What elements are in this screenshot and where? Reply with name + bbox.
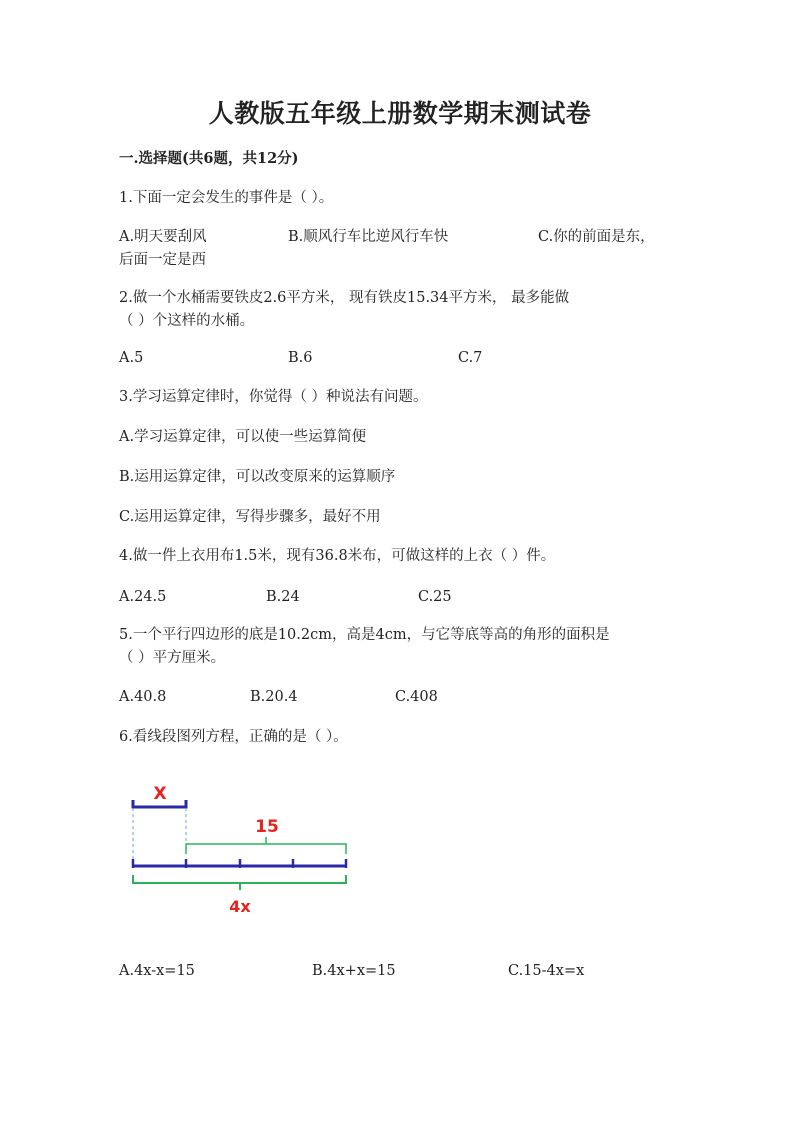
question-6-text: 6.看线段图列方程，正确的是（ ）。: [119, 729, 348, 745]
line-segment-diagram: [120, 780, 360, 930]
question-1-option-b: B.顺风行车比逆风行车快: [288, 229, 449, 245]
question-5-option-a: A.40.8: [119, 689, 167, 705]
section-heading: 一.选择题(共6题，共12分): [119, 150, 299, 167]
x-label: X: [153, 784, 167, 804]
brace-15: [186, 837, 346, 854]
question-3-option-b: B.运用运算定律，可以改变原来的运算顺序: [119, 469, 396, 485]
question-2-option-a: A.5: [119, 350, 144, 366]
question-6-option-a: A.4x-x=15: [119, 963, 195, 979]
question-2-text-line-1: 2.做一个水桶需要铁皮2.6平方米， 现有铁皮15.34平方米， 最多能做: [119, 290, 570, 306]
brace-4x: [133, 875, 346, 890]
question-1-option-c-continuation: 后面一定是西: [119, 252, 206, 268]
question-2-option-b: B.6: [288, 350, 313, 366]
label-15: 15: [255, 817, 279, 837]
question-6-option-c: C.15-4x=x: [508, 963, 585, 979]
question-6-option-b: B.4x+x=15: [312, 963, 396, 979]
question-4-option-a: A.24.5: [119, 589, 167, 605]
page-title: 人教版五年级上册数学期末测试卷: [208, 99, 592, 128]
question-5-option-c: C.408: [395, 689, 438, 705]
question-4-option-c: C.25: [418, 589, 452, 605]
question-4-text: 4.做一件上衣用布1.5米，现有36.8米布，可做这样的上衣（ ）件。: [119, 548, 556, 564]
question-5-text-line-1: 5.一个平行四边形的底是10.2cm，高是4cm，与它等底等高的角形的面积是: [119, 627, 610, 643]
question-3-text: 3.学习运算定律时，你觉得（ ）种说法有问题。: [119, 389, 428, 405]
question-2-text-line-2: （ ）个这样的水桶。: [119, 313, 255, 329]
question-1-text: 1.下面一定会发生的事件是（ ）。: [119, 190, 334, 206]
question-3-option-c: C.运用运算定律，写得步骤多，最好不用: [119, 509, 381, 525]
question-5-option-b: B.20.4: [250, 689, 298, 705]
label-4x: 4x: [229, 897, 251, 916]
question-1-option-a: A.明天要刮风: [119, 229, 207, 245]
question-4-option-b: B.24: [266, 589, 300, 605]
question-1-option-c: C.你的前面是东，: [538, 229, 655, 245]
question-3-option-a: A.学习运算定律，可以使一些运算简便: [119, 429, 367, 445]
question-2-option-c: C.7: [458, 350, 483, 366]
question-5-text-line-2: （ ）平方厘米。: [119, 650, 226, 666]
